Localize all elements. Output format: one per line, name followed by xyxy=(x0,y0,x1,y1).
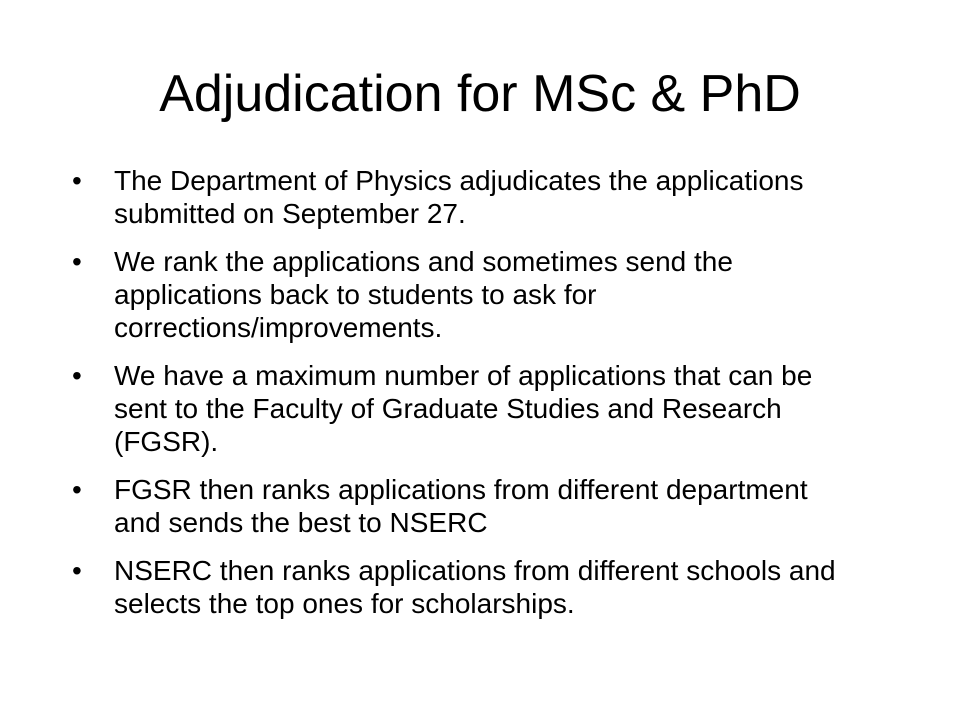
bullet-dot-icon: • xyxy=(72,474,82,505)
bullet-dot-icon: • xyxy=(72,360,82,391)
slide-title: Adjudication for MSc & PhD xyxy=(159,65,801,123)
bullet-item xyxy=(72,164,852,230)
bullet-text: FGSR then ranks applications from different department and sends the best to NSERC xyxy=(114,474,808,538)
bullet-dot-icon: • xyxy=(72,165,82,196)
bullet-text: We rank the applications and sometimes send the applications back to students to ask for corrections/improvements. xyxy=(114,246,733,343)
bullet-item xyxy=(72,473,852,539)
bullet-list xyxy=(72,164,852,635)
bullet-dot-icon: • xyxy=(72,555,82,586)
bullet-text: NSERC then ranks applications from different schools and selects the top ones for scholarships. xyxy=(114,555,836,619)
bullet-item xyxy=(72,245,852,344)
bullet-item xyxy=(72,554,852,620)
bullet-text: We have a maximum number of applications that can be sent to the Faculty of Graduate Studies and Research (FGSR). xyxy=(114,360,813,457)
bullet-dot-icon: • xyxy=(72,246,82,277)
bullet-text: The Department of Physics adjudicates the applications submitted on September 27. xyxy=(114,165,804,229)
bullet-item xyxy=(72,359,852,458)
